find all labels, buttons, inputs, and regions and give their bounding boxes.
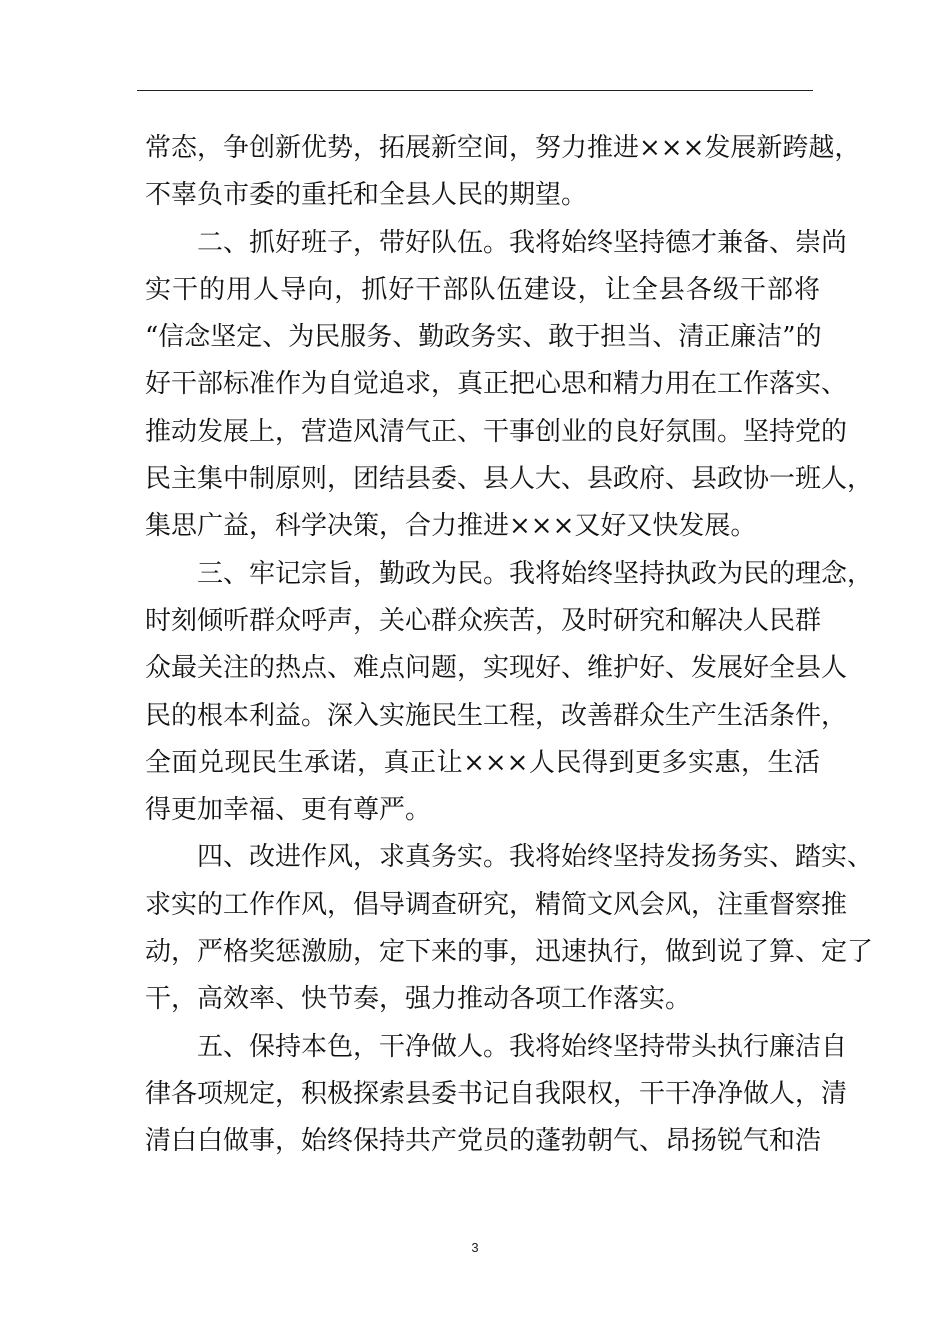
text-line: 时刻倾听群众呼声，关心群众疾苦，及时研究和解决人民群 bbox=[145, 605, 822, 636]
text-line: 民主集中制原则，团结县委、县人大、县政府、县政协一班人， bbox=[145, 464, 874, 495]
text-line: 求实的工作作风，倡导调查研究，精简文风会风，注重督察推 bbox=[145, 889, 848, 920]
text-line: 清白白做事，始终保持共产党员的蓬勃朝气、昂扬锐气和浩 bbox=[145, 1126, 822, 1157]
document-body bbox=[145, 125, 874, 1166]
page-number: 3 bbox=[471, 1240, 479, 1255]
text-line: “信念坚定、为民服务、勤政务实、敢于担当、清正廉洁”的 bbox=[145, 322, 822, 353]
text-line: 得更加幸福、更有尊严。 bbox=[145, 795, 432, 826]
header-rule bbox=[137, 90, 813, 91]
text-line: 集思广益，科学决策，合力推进×××又好又快发展。 bbox=[145, 511, 757, 542]
text-line: 律各项规定，积极探索县委书记自我限权，干干净净做人，清 bbox=[145, 1078, 848, 1109]
paragraph-start-line: 三、牢记宗旨，勤政为民。我将始终坚持执政为民的理念， bbox=[197, 558, 874, 589]
text-line: 众最关注的热点、难点问题，实现好、维护好、发展好全县人 bbox=[145, 653, 848, 684]
text-line: 好干部标准作为自觉追求，真正把心思和精力用在工作落实、 bbox=[145, 369, 848, 400]
text-line: 实干的用人导向，抓好干部队伍建设，让全县各级干部将 bbox=[145, 274, 820, 305]
text-line: 常态，争创新优势，拓展新空间，努力推进×××发展新跨越， bbox=[145, 133, 861, 163]
text-line: 干，高效率、快节奏，强力推动各项工作落实。 bbox=[145, 984, 692, 1015]
text-line: 推动发展上，营造风清气正、干事创业的良好氛围。坚持党的 bbox=[145, 416, 848, 447]
text-line: 不辜负市委的重托和全县人民的期望。 bbox=[145, 180, 588, 211]
paragraph-start-line: 五、保持本色，干净做人。我将始终坚持带头执行廉洁自 bbox=[197, 1031, 848, 1062]
paragraph-start-line: 四、改进作风，求真务实。我将始终坚持发扬务实、踏实、 bbox=[197, 842, 874, 873]
text-line: 全面兑现民生承诺，真正让×××人民得到更多实惠，生活 bbox=[145, 747, 820, 778]
text-line: 民的根本利益。深入实施民生工程，改善群众生产生活条件， bbox=[145, 700, 848, 731]
paragraph-start-line: 二、抓好班子，带好队伍。我将始终坚持德才兼备、崇尚 bbox=[197, 227, 848, 258]
text-line: 动，严格奖惩激励，定下来的事，迅速执行，做到说了算、定了 bbox=[145, 937, 874, 968]
